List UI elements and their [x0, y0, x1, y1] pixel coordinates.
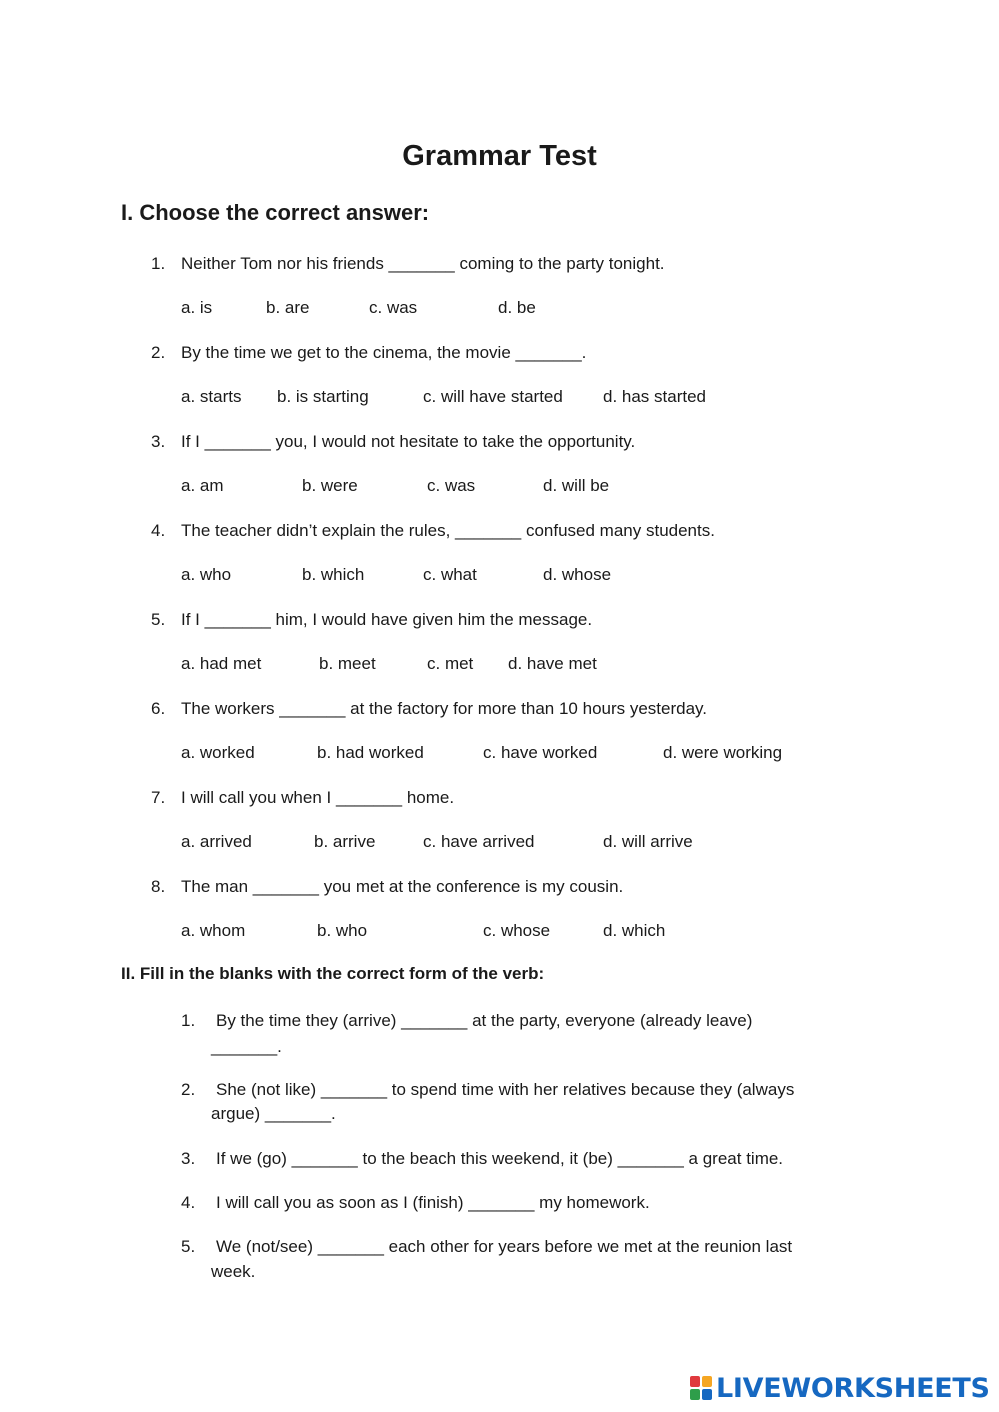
option-c[interactable]: c. met	[427, 654, 474, 673]
item-text: She (not like) _______ to spend time with her relatives because they (always	[216, 1080, 795, 1099]
logo-text: LIVEWORKSHEETS	[716, 1372, 990, 1404]
option-d[interactable]: d. which	[603, 921, 666, 940]
question-number: 8.	[151, 877, 166, 896]
option-d[interactable]: d. were working	[663, 743, 783, 762]
option-b[interactable]: b. were	[302, 476, 358, 495]
item-text: We (not/see) _______ each other for years before we met at the reunion last	[216, 1237, 793, 1256]
question-text: The workers _______ at the factory for more than 10 hours yesterday.	[181, 699, 708, 718]
option-c[interactable]: c. have arrived	[423, 832, 535, 851]
section-1-heading: I. Choose the correct answer:	[121, 200, 430, 225]
option-a[interactable]: a. worked	[181, 743, 255, 762]
option-a[interactable]: a. am	[181, 476, 224, 495]
option-c[interactable]: c. what	[423, 565, 477, 584]
option-d[interactable]: d. have met	[508, 654, 597, 673]
question-number: 3.	[151, 432, 166, 451]
question-text: The man _______ you met at the conference is my cousin.	[181, 877, 624, 896]
option-c[interactable]: c. was	[427, 476, 476, 495]
item-text-continued: argue) _______.	[211, 1104, 336, 1123]
question-number: 2.	[151, 343, 166, 362]
option-b[interactable]: b. had worked	[317, 743, 424, 762]
question-text: Neither Tom nor his friends _______ coming to the party tonight.	[181, 254, 665, 273]
option-d[interactable]: d. has started	[603, 387, 707, 406]
item-text-continued: week.	[211, 1262, 256, 1281]
item-text: If we (go) _______ to the beach this weekend, it (be) _______ a great time.	[216, 1149, 784, 1168]
option-a[interactable]: a. starts	[181, 387, 242, 406]
option-b[interactable]: b. arrive	[314, 832, 376, 851]
item-number: 3.	[181, 1149, 196, 1168]
option-b[interactable]: b. are	[266, 298, 310, 317]
question-number: 1.	[151, 254, 166, 273]
question-number: 6.	[151, 699, 166, 718]
option-c[interactable]: c. whose	[483, 921, 551, 940]
section-2-heading: II. Fill in the blanks with the correct form of the verb:	[121, 964, 545, 983]
option-c[interactable]: c. have worked	[483, 743, 598, 762]
option-a[interactable]: a. arrived	[181, 832, 252, 851]
item-number: 4.	[181, 1193, 196, 1212]
question-number: 4.	[151, 521, 166, 540]
logo-block	[690, 1376, 700, 1387]
question-number: 7.	[151, 788, 166, 807]
question-text: If I _______ you, I would not hesitate to take the opportunity.	[181, 432, 636, 451]
option-d[interactable]: d. be	[498, 298, 536, 317]
option-b[interactable]: b. which	[302, 565, 365, 584]
question-text: If I _______ him, I would have given him the message.	[181, 610, 593, 629]
logo-block	[690, 1389, 700, 1400]
logo-blocks-icon	[690, 1376, 712, 1400]
option-c[interactable]: c. was	[369, 298, 418, 317]
logo-block	[702, 1389, 712, 1400]
item-text: By the time they (arrive) _______ at the party, everyone (already leave)	[216, 1011, 753, 1030]
question-number: 5.	[151, 610, 166, 629]
option-a[interactable]: a. whom	[181, 921, 246, 940]
question-text: By the time we get to the cinema, the movie _______.	[181, 343, 587, 362]
page-title: Grammar Test	[402, 140, 597, 172]
logo-block	[702, 1376, 712, 1387]
item-number: 2.	[181, 1080, 196, 1099]
option-d[interactable]: d. will arrive	[603, 832, 693, 851]
question-text: I will call you when I _______ home.	[181, 788, 455, 807]
option-d[interactable]: d. will be	[543, 476, 610, 495]
option-a[interactable]: a. who	[181, 565, 232, 584]
liveworksheets-logo	[690, 1370, 990, 1406]
question-text: The teacher didn’t explain the rules, _______ confused many students.	[181, 521, 715, 540]
item-number: 1.	[181, 1011, 196, 1030]
option-b[interactable]: b. is starting	[277, 387, 369, 406]
item-text: I will call you as soon as I (finish) _______ my homework.	[216, 1193, 650, 1212]
item-number: 5.	[181, 1237, 196, 1256]
option-d[interactable]: d. whose	[543, 565, 612, 584]
option-a[interactable]: a. had met	[181, 654, 262, 673]
option-b[interactable]: b. meet	[319, 654, 376, 673]
option-c[interactable]: c. will have started	[423, 387, 563, 406]
item-text-continued: _______.	[211, 1037, 282, 1056]
option-b[interactable]: b. who	[317, 921, 368, 940]
option-a[interactable]: a. is	[181, 298, 213, 317]
